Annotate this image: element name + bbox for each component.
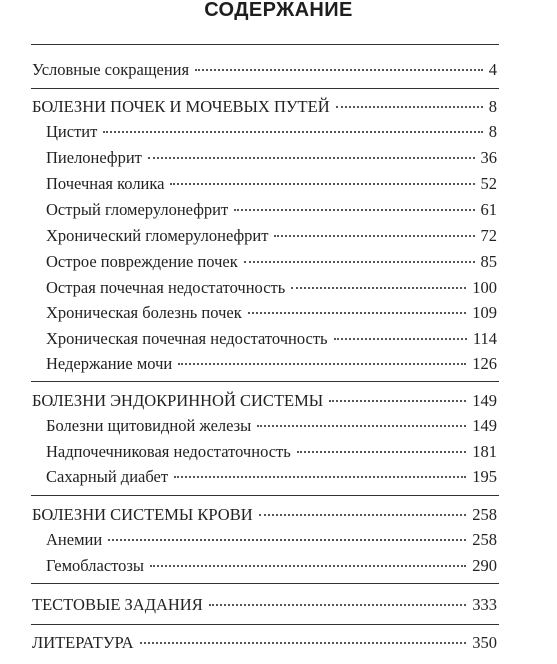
toc-page-number: 149 [472,416,497,435]
toc-page-number: 350 [472,633,497,652]
toc-entry-label: Хроническая почечная недостаточность [46,329,328,348]
toc-page-number: 100 [472,278,497,297]
toc-entry-hemoblastoses[interactable] [46,555,497,577]
toc-entry-label: Хроническая болезнь почек [46,303,242,322]
toc-page-number: 258 [472,530,497,549]
toc-entry-label: ЛИТЕРАТУРА [32,633,134,652]
toc-section-test-tasks[interactable] [32,594,497,616]
toc-entry-label: Пиелонефрит [46,148,142,167]
toc-page-number: 4 [488,60,497,79]
separator [31,624,499,625]
toc-entry-label: БОЛЕЗНИ ПОЧЕК И МОЧЕВЫХ ПУТЕЙ [32,97,330,116]
dot-leader [336,106,483,108]
toc-entry-label: Надпочечниковая недостаточность [46,442,291,461]
toc-page-number: 181 [472,442,497,461]
toc-page-number: 85 [480,252,497,271]
toc-section-literature[interactable] [32,632,497,654]
toc-page-number: 36 [480,148,497,167]
toc-entry-label: Почечная колика [46,174,165,193]
toc-entry-chronic-kidney-disease[interactable] [46,302,497,324]
toc-page-number: 109 [472,303,497,322]
dot-leader [174,476,466,478]
toc-page-number: 195 [472,467,497,486]
separator [31,381,499,382]
dot-leader [150,565,466,567]
toc-entry-label: Сахарный диабет [46,467,169,486]
toc-section-blood-diseases[interactable] [32,504,497,526]
toc-entry-abbreviations[interactable] [32,59,497,81]
toc-entry-label: Острая почечная недостаточность [46,278,286,297]
toc-entry-label: Острый гломерулонефрит [46,200,229,219]
toc-page-number: 258 [472,505,497,524]
toc-page-number: 52 [480,174,497,193]
dot-leader [291,287,466,289]
toc-page-number: 114 [472,329,497,348]
dot-leader [108,539,466,541]
toc-section-endocrine-diseases[interactable] [32,390,497,412]
separator [31,583,499,584]
toc-entry-label: БОЛЕЗНИ ЭНДОКРИННОЙ СИСТЕМЫ [32,391,324,410]
toc-entry-cystitis[interactable] [46,121,497,143]
toc-entry-diabetes-mellitus[interactable] [46,466,497,488]
dot-leader [259,514,467,516]
toc-page-number: 72 [480,226,497,245]
dot-leader [170,183,474,185]
toc-entry-label: Цистит [46,122,98,141]
toc-entry-anemias[interactable] [46,529,497,551]
toc-entry-acute-kidney-injury[interactable] [46,251,497,273]
dot-leader [195,69,483,71]
dot-leader [248,312,467,314]
toc-entry-label: БОЛЕЗНИ СИСТЕМЫ КРОВИ [32,505,253,524]
toc-entry-label: Условные сокращения [32,60,190,79]
dot-leader [329,400,466,402]
toc-page-number: 333 [472,595,497,614]
separator [31,44,499,45]
dot-leader [140,642,467,644]
toc-entry-label: Анемии [46,530,103,549]
separator [31,495,499,496]
separator [31,88,499,89]
dot-leader [103,131,482,133]
toc-page-number: 126 [472,354,497,373]
toc-entry-chronic-renal-failure[interactable] [46,328,497,350]
dot-leader [334,338,467,340]
toc-entry-label: ТЕСТОВЫЕ ЗАДАНИЯ [32,595,203,614]
toc-page-number: 8 [488,122,497,141]
toc-entry-renal-colic[interactable] [46,173,497,195]
toc-entry-chronic-glomerulonephritis[interactable] [46,225,497,247]
toc-page-number: 61 [480,200,497,219]
toc-entry-pyelonephritis[interactable] [46,147,497,169]
toc-entry-label: Хронический гломерулонефрит [46,226,269,245]
dot-leader [148,157,475,159]
toc-entry-adrenal-insufficiency[interactable] [46,441,497,463]
toc-entry-label: Недержание мочи [46,354,173,373]
toc-page-number: 149 [472,391,497,410]
dot-leader [297,451,466,453]
dot-leader [274,235,474,237]
page-title: СОДЕРЖАНИЕ [204,0,353,21]
dot-leader [257,425,466,427]
dot-leader [209,604,467,606]
toc-entry-acute-renal-failure[interactable] [46,277,497,299]
toc-entry-urinary-incontinence[interactable] [46,353,497,375]
toc-entry-thyroid-diseases[interactable] [46,415,497,437]
toc-page-number: 8 [488,97,497,116]
toc-page-number: 290 [472,556,497,575]
toc-entry-label: Острое повреждение почек [46,252,238,271]
toc-entry-label: Гемобластозы [46,556,145,575]
toc-entry-acute-glomerulonephritis[interactable] [46,199,497,221]
dot-leader [244,261,475,263]
toc-section-kidney-diseases[interactable] [32,96,497,118]
toc-entry-label: Болезни щитовидной железы [46,416,252,435]
dot-leader [178,363,466,365]
dot-leader [234,209,474,211]
